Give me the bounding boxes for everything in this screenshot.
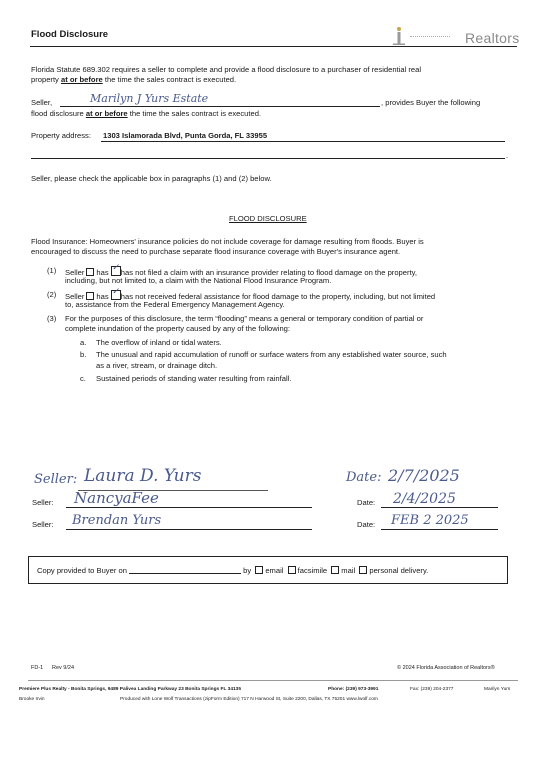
insurance-line-1: Flood Insurance: Homeowners' insurance policies do not include coverage for damage resulting from floods. Buyer is bbox=[31, 237, 424, 246]
date-2-line[interactable] bbox=[381, 491, 498, 508]
signature-3-label: Seller: bbox=[32, 520, 54, 529]
mail-checkbox[interactable] bbox=[331, 566, 339, 574]
item-1-number: (1) bbox=[47, 266, 57, 275]
item-1-line-2: including, but not limited to, a claim with the National Flood Insurance Program. bbox=[65, 276, 332, 285]
facsimile-checkbox[interactable] bbox=[288, 566, 296, 574]
sub-b-text-1: The unusual and rapid accumulation of runoff or surface waters from any established water source, such bbox=[96, 350, 447, 359]
section-title: FLOOD DISCLOSURE bbox=[229, 214, 307, 223]
signature-3-line[interactable] bbox=[66, 513, 312, 530]
signature-1-label: Seller: bbox=[34, 472, 78, 487]
sub-a-text: The overflow of inland or tidal waters. bbox=[96, 338, 222, 347]
date-3-label: Date: bbox=[357, 520, 376, 529]
copy-provided-row: Copy provided to Buyer on by email facsimile mail personal delivery. bbox=[37, 566, 429, 575]
date-2-value: 2/4/2025 bbox=[393, 491, 456, 507]
item-2-line-1: Seller has ✓ has not received federal assistance for flood damage to the property, including, but not limited bbox=[65, 287, 436, 301]
sub-a-letter: a. bbox=[80, 338, 87, 347]
instruction-text: Seller, please check the applicable box in paragraphs (1) and (2) below. bbox=[31, 174, 272, 183]
item-1-has-checkbox[interactable] bbox=[86, 268, 94, 276]
item-3-line-2: complete inundation of the property caused by any of the following: bbox=[65, 324, 291, 333]
seller-name-value: Marilyn J Yurs Estate bbox=[90, 92, 209, 105]
item-2-line-2: to, assistance from the Federal Emergency Management Agency. bbox=[65, 300, 285, 309]
footer-agent: Brooke Irvin bbox=[19, 697, 45, 702]
seller-label: Seller, bbox=[31, 98, 53, 107]
seller-line-2: flood disclosure at or before the time the sales contract is executed. bbox=[31, 109, 262, 118]
copyright: © 2024 Florida Association of Realtors® bbox=[397, 665, 495, 671]
signature-2-value: NancyaFee bbox=[74, 489, 159, 507]
property-address-field-2[interactable] bbox=[31, 150, 505, 159]
footer-phone: Phone: (239) 973-3991 bbox=[328, 687, 379, 692]
checkmark-icon: ✓ bbox=[111, 287, 120, 297]
intro-line-1: Florida Statute 689.302 requires a seller to complete and provide a flood disclosure to a purchaser of residential real bbox=[31, 65, 422, 74]
signature-3-value: Brendan Yurs bbox=[72, 513, 162, 528]
footer-rule bbox=[28, 680, 518, 681]
property-address-field[interactable] bbox=[101, 131, 505, 142]
footer-office: Premiere Plus Realty - Bonita Springs, 9489 Palivea Landing Parkway 23 Bonita Springs FL 34135 bbox=[19, 687, 241, 692]
form-number: FD-1 bbox=[31, 665, 44, 671]
property-label: Property address: bbox=[31, 131, 91, 140]
item-2-has-checkbox[interactable] bbox=[86, 292, 94, 300]
sub-b-letter: b. bbox=[80, 350, 87, 359]
realtor-logo-icon bbox=[393, 26, 405, 46]
email-checkbox[interactable] bbox=[255, 566, 263, 574]
personal-delivery-checkbox[interactable] bbox=[359, 566, 367, 574]
item-3-number: (3) bbox=[47, 314, 57, 323]
footer-producer: Produced with Lone Wolf Transactions (zipForm Edition) 717 N Harwood St, Suite 2200, Dallas, TX 75201 www.lwolf.com bbox=[120, 697, 378, 702]
item-1-has-not-checkbox[interactable] bbox=[111, 263, 121, 276]
insurance-line-2: encouraged to discuss the need to purchase separate flood insurance coverage with Buyer's insurance agent. bbox=[31, 247, 401, 256]
date-3-line[interactable] bbox=[381, 513, 498, 530]
seller-suffix: , provides Buyer the following bbox=[381, 98, 481, 107]
item-3-line-1: For the purposes of this disclosure, the term “flooding” means a general or temporary condition of partial or bbox=[65, 314, 424, 323]
sub-b-text-2: as a river, stream, or drainage ditch. bbox=[96, 361, 218, 370]
item-2-has-not-checkbox[interactable] bbox=[111, 287, 121, 300]
date-3-value: FEB 2 2025 bbox=[391, 513, 469, 528]
checkmark-icon: ✓ bbox=[111, 263, 120, 273]
period: . bbox=[506, 151, 509, 160]
signature-2-line[interactable] bbox=[66, 489, 312, 508]
logo-divider bbox=[410, 36, 450, 37]
signature-2-label: Seller: bbox=[32, 498, 54, 507]
signature-1-value[interactable]: Laura D. Yurs bbox=[84, 466, 202, 486]
intro-line-2: property at or before the time the sales contract is executed. bbox=[31, 75, 237, 84]
brand-name: Realtors bbox=[465, 30, 520, 46]
form-revision: Rev 9/24 bbox=[52, 665, 75, 671]
date-1-label: Date: bbox=[346, 470, 382, 485]
sub-c-text: Sustained periods of standing water resulting from rainfall. bbox=[96, 374, 292, 383]
date-1-value[interactable]: 2/7/2025 bbox=[388, 466, 460, 485]
item-2-number: (2) bbox=[47, 290, 57, 299]
sub-c-letter: c. bbox=[80, 374, 86, 383]
header-rule bbox=[30, 46, 517, 47]
seller-name-field[interactable] bbox=[60, 92, 380, 107]
footer-name: Marilyn Yurs bbox=[484, 687, 511, 692]
footer-fax: Fax: (239) 204-2377 bbox=[410, 687, 454, 692]
item-1-line-1: Seller has ✓ has not filed a claim with an insurance provider relating to flood damage on the property, bbox=[65, 263, 417, 277]
document-title: Flood Disclosure bbox=[31, 29, 109, 40]
property-address-value: 1303 Islamorada Blvd, Punta Gorda, FL 33955 bbox=[103, 131, 268, 140]
copy-date-field[interactable] bbox=[129, 565, 241, 574]
date-2-label: Date: bbox=[357, 498, 376, 507]
